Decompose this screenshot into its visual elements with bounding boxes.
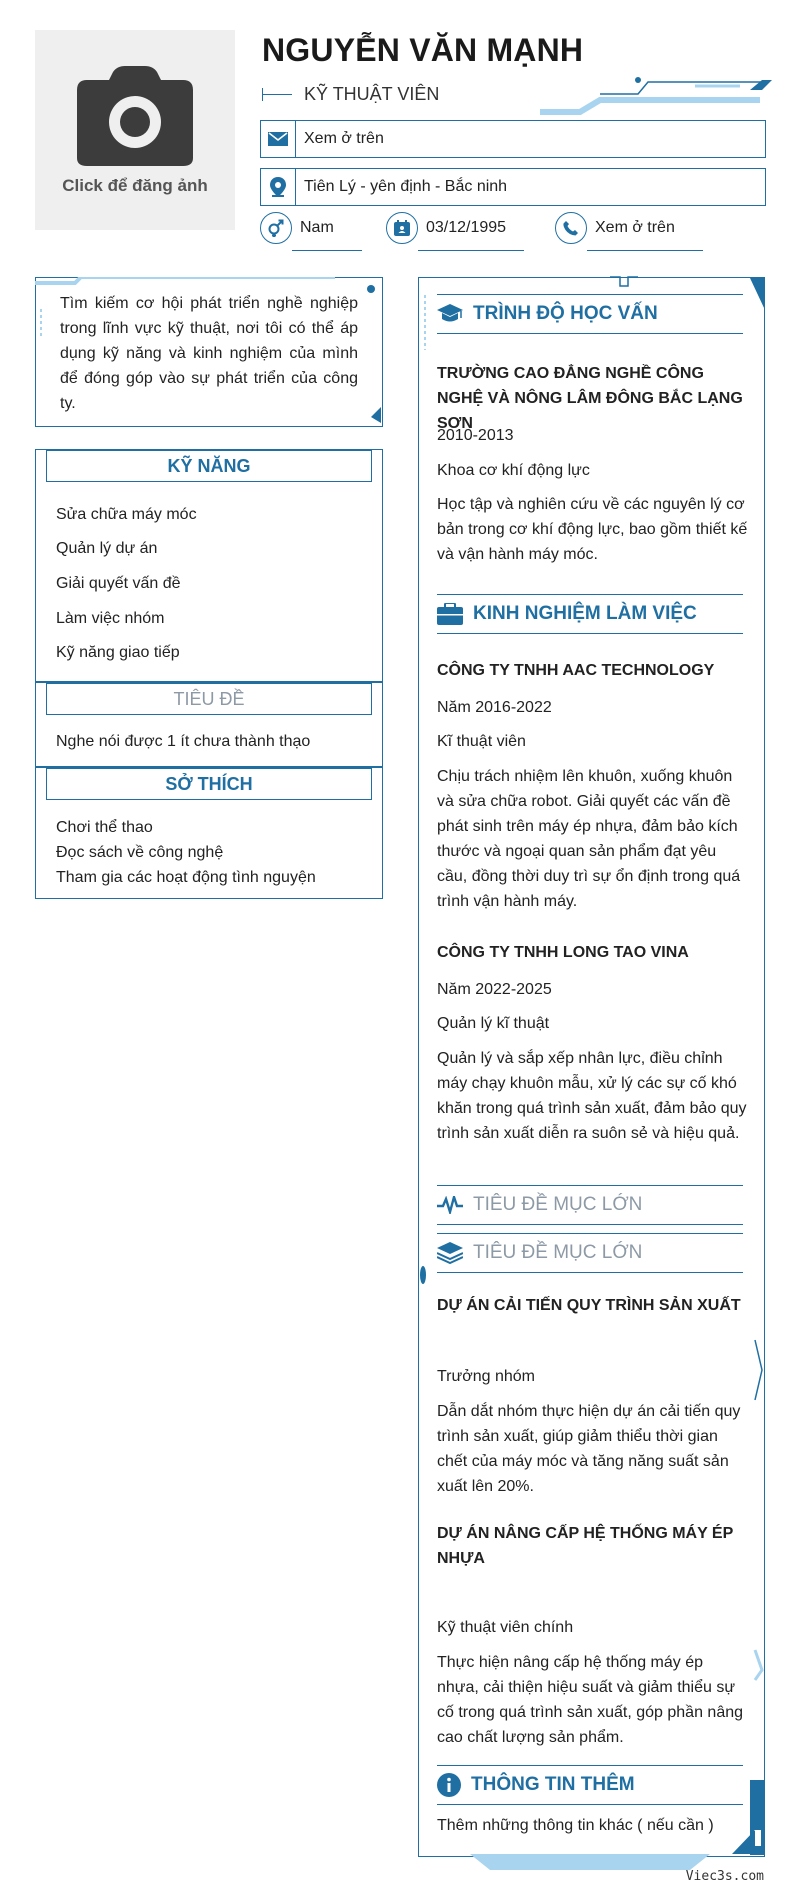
email-field[interactable] — [260, 120, 766, 158]
skill-item: Giải quyết vấn đề — [56, 575, 181, 592]
job-period: Năm 2016-2022 — [437, 699, 552, 716]
skill-item: Sửa chữa máy móc — [56, 506, 197, 523]
languages-title: TIÊU ĐỀ — [46, 683, 372, 715]
left-panel — [35, 449, 383, 899]
project-name: DỰ ÁN CẢI TIẾN QUY TRÌNH SẢN XUẤT — [437, 1297, 741, 1314]
project-role: Trưởng nhóm — [437, 1368, 535, 1385]
address-field[interactable] — [260, 168, 766, 206]
candidate-name: NGUYỄN VĂN MẠNH — [262, 32, 584, 68]
phone-item — [555, 212, 675, 244]
title-marker — [262, 94, 292, 95]
job-position: Kĩ thuật viên — [437, 733, 526, 750]
phone-underline — [587, 250, 703, 251]
experience-title: KINH NGHIỆM LÀM VIỆC — [473, 603, 697, 624]
education-description: Học tập và nghiên cứu về các nguyên lý cơ bản trong cơ khí động lực, bao gồm thiết kế và vận hành máy móc. — [437, 496, 748, 563]
right-panel-decoration — [410, 270, 775, 1870]
watermark: Viec3s.com — [685, 1869, 764, 1884]
circuit-decoration — [540, 72, 775, 116]
email-value: Xem ở trên — [304, 130, 384, 147]
gender-icon — [260, 212, 292, 244]
hobby-item: Chơi thể thao — [56, 819, 153, 836]
job-title-row — [262, 84, 439, 105]
birthday-value: 03/12/1995 — [426, 219, 507, 236]
language-item: Nghe nói được 1 ít chưa thành thạo — [56, 733, 311, 750]
project-role: Kỹ thuật viên chính — [437, 1619, 574, 1636]
hobbies-title: SỞ THÍCH — [46, 768, 372, 800]
objective-text: Tìm kiếm cơ hội phát triển nghề nghiệp trong lĩnh vực kỹ thuật, nơi tôi có thể áp dụng kỹ năng và kinh nghiệm của mình để đóng góp vào sự phát triển của công ty. — [60, 295, 358, 412]
job-description: Quản lý và sắp xếp nhân lực, điều chỉnh máy chạy khuôn mẫu, xử lý các sự cố khó khăn trong quá trình sản xuất, đảm bảo quy trình sản xuất diễn ra suôn sẻ và hiệu quả. — [437, 1050, 747, 1142]
job-period: Năm 2022-2025 — [437, 981, 552, 998]
objective-corner-decoration — [35, 277, 383, 427]
photo-label: Click để đăng ảnh — [62, 176, 208, 195]
gender-item — [260, 212, 334, 244]
photo-upload[interactable] — [35, 30, 235, 230]
phone-icon — [555, 212, 587, 244]
additional-title: THÔNG TIN THÊM — [471, 1774, 635, 1795]
location-pin-icon — [261, 169, 296, 205]
placeholder-title: TIÊU ĐỀ MỤC LỚN — [473, 1194, 643, 1215]
gender-underline — [292, 250, 362, 251]
phone-value: Xem ở trên — [595, 219, 675, 236]
skill-item: Kỹ năng giao tiếp — [56, 644, 180, 661]
envelope-icon — [261, 121, 296, 157]
skill-item: Làm việc nhóm — [56, 610, 165, 627]
address-value: Tiên Lý - yên định - Bắc ninh — [304, 178, 508, 195]
project-description: Thực hiện nâng cấp hệ thống máy ép nhựa, cải thiện hiệu suất và giảm thiểu sự cố trong quá trình sản xuất, góp phần nâng cao chất lượng sản phẩm. — [437, 1654, 744, 1746]
project-name: DỰ ÁN NÂNG CẤP HỆ THỐNG MÁY ÉP NHỰA — [437, 1525, 733, 1567]
birthday-underline — [418, 250, 524, 251]
skills-title: KỸ NĂNG — [46, 450, 372, 482]
job-company: CÔNG TY TNHH AAC TECHNOLOGY — [437, 662, 715, 679]
education-period: 2010-2013 — [437, 427, 514, 444]
school-name: TRƯỜNG CAO ĐẲNG NGHỀ CÔNG NGHỆ VÀ NÔNG LÂM ĐÔNG BẮC LẠNG SƠN — [437, 365, 743, 432]
gender-value: Nam — [300, 219, 334, 236]
additional-text: Thêm những thông tin khác ( nếu cần ) — [437, 1817, 714, 1834]
camera-icon — [75, 64, 195, 168]
job-position: Quản lý kĩ thuật — [437, 1015, 550, 1032]
calendar-icon — [386, 212, 418, 244]
job-description: Chịu trách nhiệm lên khuôn, xuống khuôn và sửa chữa robot. Giải quyết các vấn đề phát sinh trên máy ép nhựa, đảm bảo kích thước và ngoại quan sản phẩm đạt yêu cầu, đồng thời duy trì sự ổn định trong quá trình vận hành máy. — [437, 768, 741, 910]
job-company: CÔNG TY TNHH LONG TAO VINA — [437, 944, 689, 961]
projects-title: TIÊU ĐỀ MỤC LỚN — [473, 1242, 643, 1263]
job-title: KỸ THUẬT VIÊN — [304, 84, 440, 104]
project-description: Dẫn dắt nhóm thực hiện dự án cải tiến quy trình sản xuất, giúp giảm thiểu thời gian chết của máy móc và tăng năng suất sản xuất lên 20%. — [437, 1403, 741, 1495]
hobby-item: Đọc sách về công nghệ — [56, 844, 224, 861]
education-major: Khoa cơ khí động lực — [437, 462, 590, 479]
skill-item: Quản lý dự án — [56, 540, 158, 557]
education-title: TRÌNH ĐỘ HỌC VẤN — [473, 303, 658, 324]
birthday-item — [386, 212, 506, 244]
hobby-item: Tham gia các hoạt động tình nguyện — [56, 869, 316, 886]
